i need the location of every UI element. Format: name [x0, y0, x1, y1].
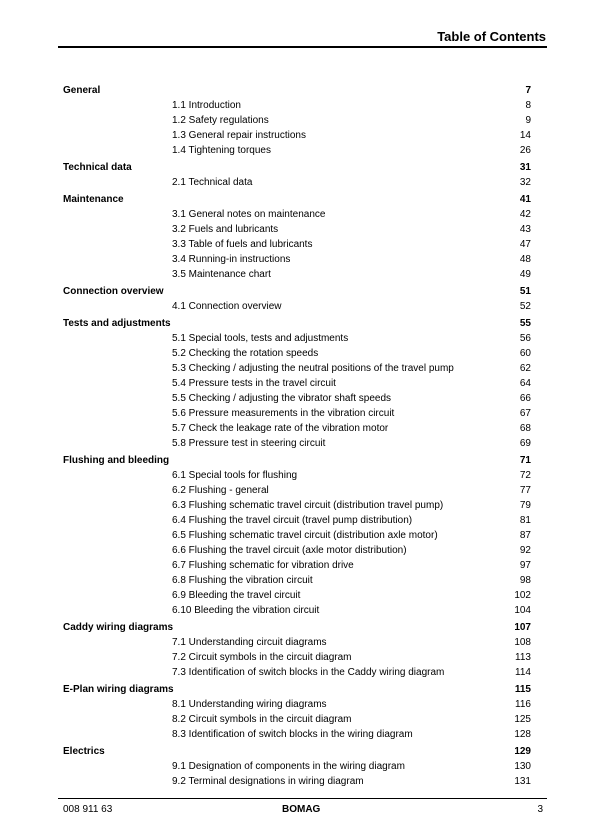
toc-entry[interactable] — [63, 237, 531, 252]
page-number: 3 — [537, 804, 543, 815]
toc-entry-page: 113 — [515, 652, 531, 663]
header-divider — [58, 46, 547, 48]
toc-entry-title: 3.1 General notes on maintenance — [172, 209, 326, 220]
toc-entry-title: 5.6 Pressure measurements in the vibration circuit — [172, 408, 395, 419]
toc-entry[interactable] — [63, 498, 531, 513]
toc-entry[interactable] — [63, 697, 531, 712]
toc-entry-page: 87 — [519, 530, 531, 541]
toc-entry[interactable] — [63, 665, 531, 680]
toc-entry-page: 67 — [519, 408, 531, 419]
toc-section[interactable] — [63, 284, 531, 299]
toc-section-title: Flushing and bleeding — [63, 455, 170, 466]
toc-section[interactable] — [63, 83, 531, 98]
toc-entry[interactable] — [63, 267, 531, 282]
brand-name: BOMAG — [282, 804, 321, 815]
toc-section-page: 41 — [519, 194, 531, 205]
toc-entry[interactable] — [63, 361, 531, 376]
footer-divider — [58, 798, 547, 799]
toc-section-title: Connection overview — [63, 286, 164, 297]
toc-entry-title: 8.1 Understanding wiring diagrams — [172, 699, 327, 710]
toc-entry-title: 3.3 Table of fuels and lubricants — [172, 239, 313, 250]
toc-entry-title: 1.2 Safety regulations — [172, 115, 269, 126]
toc-entry[interactable] — [63, 573, 531, 588]
toc-entry-title: 3.2 Fuels and lubricants — [172, 224, 279, 235]
toc-entry[interactable] — [63, 376, 531, 391]
toc-entry[interactable] — [63, 346, 531, 361]
toc-section-title: Technical data — [63, 162, 132, 173]
toc-section-title: Tests and adjustments — [63, 318, 171, 329]
toc-section[interactable] — [63, 620, 531, 635]
toc-entry[interactable] — [63, 143, 531, 158]
toc-entry-title: 9.2 Terminal designations in wiring diagram — [172, 776, 364, 787]
toc-entry-page: 62 — [519, 363, 531, 374]
toc-entry-page: 14 — [519, 130, 531, 141]
toc-entry-title: 6.8 Flushing the vibration circuit — [172, 575, 313, 586]
toc-entry[interactable] — [63, 113, 531, 128]
toc-entry[interactable] — [63, 252, 531, 267]
toc-entry-page: 92 — [519, 545, 531, 556]
toc-entry-page: 116 — [515, 699, 531, 710]
toc-entry-page: 68 — [519, 423, 531, 434]
toc-entry-title: 6.1 Special tools for flushing — [172, 470, 298, 481]
toc-entry-title: 5.8 Pressure test in steering circuit — [172, 438, 326, 449]
toc-entry-title: 9.1 Designation of components in the wiring diagram — [172, 761, 405, 772]
toc-entry-title: 5.3 Checking / adjusting the neutral positions of the travel pump — [172, 363, 454, 374]
table-of-contents — [63, 81, 531, 789]
toc-entry[interactable] — [63, 331, 531, 346]
toc-entry-title: 3.5 Maintenance chart — [172, 269, 271, 280]
toc-entry-page: 128 — [514, 729, 531, 740]
toc-entry[interactable] — [63, 421, 531, 436]
toc-entry-title: 4.1 Connection overview — [172, 301, 282, 312]
toc-entry-page: 43 — [519, 224, 531, 235]
toc-entry[interactable] — [63, 774, 531, 789]
toc-section[interactable] — [63, 160, 531, 175]
toc-entry-page: 64 — [519, 378, 531, 389]
toc-entry[interactable] — [63, 391, 531, 406]
toc-entry-page: 114 — [515, 667, 531, 678]
toc-entry[interactable] — [63, 513, 531, 528]
toc-entry-page: 81 — [519, 515, 531, 526]
toc-entry[interactable] — [63, 528, 531, 543]
toc-entry[interactable] — [63, 558, 531, 573]
page-title: Table of Contents — [437, 29, 546, 44]
toc-entry-page: 9 — [525, 115, 531, 126]
toc-entry-title: 6.4 Flushing the travel circuit (travel pump distribution) — [172, 515, 413, 526]
toc-section-title: E-Plan wiring diagrams — [63, 684, 174, 695]
toc-entry[interactable] — [63, 603, 531, 618]
toc-section-page: 107 — [514, 622, 531, 633]
toc-entry-page: 72 — [519, 470, 531, 481]
toc-entry-page: 69 — [519, 438, 531, 449]
toc-entry-title: 1.4 Tightening torques — [172, 145, 271, 156]
toc-entry[interactable] — [63, 128, 531, 143]
toc-section-page: 31 — [519, 162, 531, 173]
toc-section-title: Electrics — [63, 746, 105, 757]
toc-entry-page: 32 — [519, 177, 531, 188]
toc-section[interactable] — [63, 744, 531, 759]
toc-entry-page: 98 — [519, 575, 531, 586]
toc-entry[interactable] — [63, 759, 531, 774]
toc-entry-title: 6.6 Flushing the travel circuit (axle motor distribution) — [172, 545, 407, 556]
toc-entry[interactable] — [63, 635, 531, 650]
toc-entry-title: 1.3 General repair instructions — [172, 130, 306, 141]
toc-entry[interactable] — [63, 543, 531, 558]
toc-entry-title: 8.3 Identification of switch blocks in the wiring diagram — [172, 729, 413, 740]
toc-entry-page: 48 — [519, 254, 531, 265]
toc-section-page: 71 — [519, 455, 531, 466]
toc-entry-page: 60 — [519, 348, 531, 359]
toc-entry-page: 97 — [519, 560, 531, 571]
toc-entry[interactable] — [63, 222, 531, 237]
toc-entry-page: 104 — [514, 605, 531, 616]
toc-entry-title: 6.2 Flushing - general — [172, 485, 269, 496]
toc-entry-page: 130 — [514, 761, 531, 772]
toc-entry-page: 49 — [519, 269, 531, 280]
toc-section[interactable] — [63, 453, 531, 468]
toc-entry-title: 1.1 Introduction — [172, 100, 241, 111]
toc-entry-page: 52 — [519, 301, 531, 312]
toc-entry-title: 5.7 Check the leakage rate of the vibration motor — [172, 423, 389, 434]
toc-entry-page: 79 — [519, 500, 531, 511]
toc-entry-page: 42 — [519, 209, 531, 220]
document-number: 008 911 63 — [63, 804, 113, 815]
toc-entry-title: 6.3 Flushing schematic travel circuit (distribution travel pump) — [172, 500, 444, 511]
toc-entry[interactable] — [63, 727, 531, 742]
toc-entry[interactable] — [63, 98, 531, 113]
toc-entry[interactable] — [63, 483, 531, 498]
toc-section-title: General — [63, 85, 101, 96]
toc-entry-page: 56 — [519, 333, 531, 344]
toc-entry-title: 6.7 Flushing schematic for vibration drive — [172, 560, 354, 571]
toc-entry-page: 47 — [519, 239, 531, 250]
toc-entry-page: 8 — [525, 100, 531, 111]
toc-section-page: 129 — [514, 746, 531, 757]
toc-entry[interactable] — [63, 468, 531, 483]
toc-entry-page: 66 — [519, 393, 531, 404]
toc-entry-title: 7.2 Circuit symbols in the circuit diagram — [172, 652, 352, 663]
toc-entry-page: 125 — [514, 714, 531, 725]
toc-entry[interactable] — [63, 175, 531, 190]
toc-section-title: Caddy wiring diagrams — [63, 622, 174, 633]
toc-entry-page: 131 — [514, 776, 531, 787]
toc-section[interactable] — [63, 192, 531, 207]
toc-entry[interactable] — [63, 712, 531, 727]
toc-entry[interactable] — [63, 207, 531, 222]
toc-entry-title: 6.9 Bleeding the travel circuit — [172, 590, 301, 601]
toc-entry-title: 6.10 Bleeding the vibration circuit — [172, 605, 320, 616]
toc-entry-title: 3.4 Running-in instructions — [172, 254, 291, 265]
toc-entry-title: 5.2 Checking the rotation speeds — [172, 348, 319, 359]
toc-entry[interactable] — [63, 299, 531, 314]
toc-entry-page: 77 — [519, 485, 531, 496]
toc-entry[interactable] — [63, 406, 531, 421]
toc-section-title: Maintenance — [63, 194, 124, 205]
toc-section[interactable] — [63, 316, 531, 331]
toc-entry-page: 108 — [514, 637, 531, 648]
toc-entry-title: 5.1 Special tools, tests and adjustments — [172, 333, 349, 344]
toc-section-page: 55 — [519, 318, 531, 329]
toc-entry-title: 6.5 Flushing schematic travel circuit (distribution axle motor) — [172, 530, 438, 541]
toc-entry-title: 5.4 Pressure tests in the travel circuit — [172, 378, 336, 389]
toc-section-page: 51 — [519, 286, 531, 297]
toc-section[interactable] — [63, 682, 531, 697]
toc-section-page: 7 — [525, 85, 531, 96]
toc-entry[interactable] — [63, 650, 531, 665]
toc-entry[interactable] — [63, 436, 531, 451]
toc-entry-title: 7.1 Understanding circuit diagrams — [172, 637, 327, 648]
toc-entry-page: 102 — [514, 590, 531, 601]
toc-entry-page: 26 — [519, 145, 531, 156]
toc-entry-title: 8.2 Circuit symbols in the circuit diagram — [172, 714, 352, 725]
toc-entry-title: 7.3 Identification of switch blocks in the Caddy wiring diagram — [172, 667, 445, 678]
toc-section-page: 115 — [514, 684, 531, 695]
toc-entry[interactable] — [63, 588, 531, 603]
toc-entry-title: 5.5 Checking / adjusting the vibrator shaft speeds — [172, 393, 392, 404]
toc-entry-title: 2.1 Technical data — [172, 177, 253, 188]
